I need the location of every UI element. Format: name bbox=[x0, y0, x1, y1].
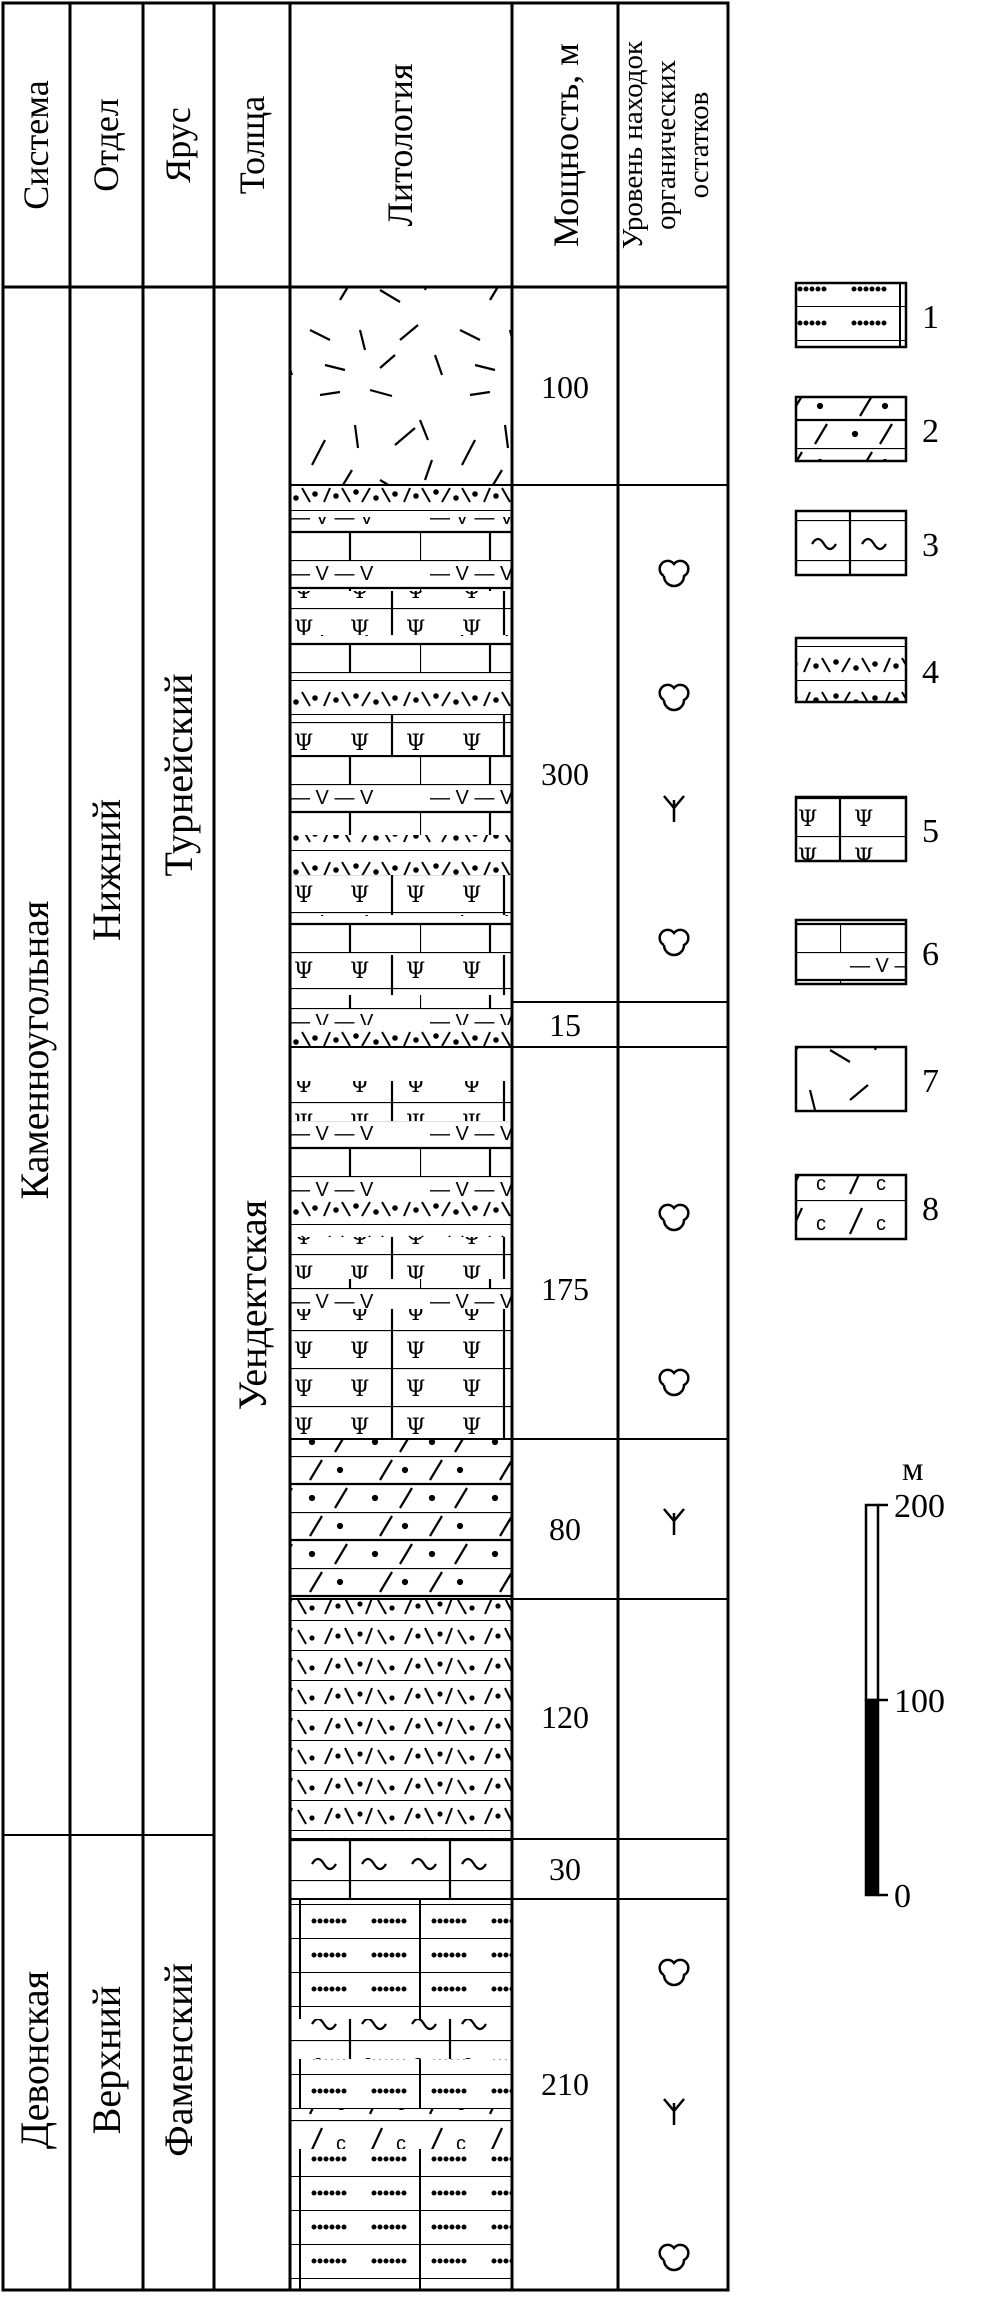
stage-tournaisian: Турнейский bbox=[156, 673, 201, 877]
fauna-icon bbox=[660, 561, 689, 586]
scale-unit: м bbox=[902, 1451, 924, 1488]
lith-tuff-3 bbox=[290, 835, 512, 875]
header-thickness: Мощность, м bbox=[546, 43, 586, 247]
lith-psi-7 bbox=[290, 1309, 512, 1439]
division-lower: Нижний bbox=[84, 798, 129, 942]
plant-icon bbox=[664, 796, 684, 822]
legend-swatch-5 bbox=[796, 797, 906, 861]
lith-volcanic bbox=[290, 287, 512, 485]
legend-swatch-1 bbox=[796, 283, 906, 347]
legend-swatch-2 bbox=[796, 397, 906, 461]
fauna-icon bbox=[660, 2245, 689, 2270]
legend-number-3: 3 bbox=[922, 527, 939, 564]
lith-dot-brick-4 bbox=[290, 2149, 512, 2289]
legend-number-1: 1 bbox=[922, 299, 939, 336]
lith-v-brick bbox=[290, 517, 512, 591]
thickness-15: 15 bbox=[549, 1007, 581, 1043]
system-carboniferous: Каменноугольная bbox=[12, 900, 57, 1200]
lith-dot-brick-3 bbox=[290, 2059, 512, 2109]
header-fossil-level-3: остатков bbox=[683, 91, 715, 199]
thickness-120: 120 bbox=[541, 1699, 589, 1735]
header-suite: Толща bbox=[232, 95, 272, 195]
scale-label-200: 200 bbox=[894, 1488, 945, 1525]
thickness-100: 100 bbox=[541, 369, 589, 405]
division-upper: Верхний bbox=[84, 1985, 129, 2135]
lith-tuff-4 bbox=[290, 1025, 512, 1047]
system-devonian: Девонская bbox=[12, 1970, 57, 2150]
thickness-80: 80 bbox=[549, 1511, 581, 1547]
lith-psi-4 bbox=[290, 955, 512, 995]
fauna-icon bbox=[660, 1960, 689, 1985]
header-stage: Ярус bbox=[158, 107, 198, 183]
lith-v-brick-2 bbox=[290, 635, 512, 675]
fauna-icon bbox=[660, 930, 689, 955]
lithology-column bbox=[290, 287, 512, 2289]
lith-wave bbox=[290, 1839, 512, 1899]
lith-psi-5 bbox=[290, 1081, 512, 1121]
legend-number-4: 4 bbox=[922, 654, 939, 691]
legend-swatch-8 bbox=[796, 1175, 906, 1239]
lith-tuff-dense bbox=[290, 1599, 512, 1839]
lith-tuff bbox=[290, 485, 512, 517]
lith-tuff-2 bbox=[290, 675, 512, 715]
scale-label-100: 100 bbox=[894, 1683, 945, 1720]
header-fossil-level-1: Уровень находок bbox=[617, 40, 649, 250]
legend-swatch-6 bbox=[796, 920, 906, 984]
plant-icon bbox=[664, 1509, 684, 1535]
legend-number-5: 5 bbox=[922, 813, 939, 850]
lith-psi-2 bbox=[290, 715, 512, 755]
legend-number-6: 6 bbox=[922, 936, 939, 973]
lith-dot-brick-2 bbox=[290, 1969, 512, 2019]
fauna-icon bbox=[660, 1205, 689, 1230]
header-system: Система bbox=[16, 80, 56, 210]
lith-brick-plain bbox=[290, 1047, 512, 1081]
legend-swatch-4 bbox=[796, 638, 906, 702]
lith-v-brick-3 bbox=[290, 755, 512, 835]
lith-wave-2 bbox=[290, 2019, 512, 2059]
lith-v-brick-5 bbox=[290, 995, 512, 1025]
lith-tuff-5 bbox=[290, 1201, 512, 1237]
thickness-30: 30 bbox=[549, 1851, 581, 1887]
thickness-210: 210 bbox=[541, 2066, 589, 2102]
lith-slash-dot bbox=[290, 1439, 512, 1599]
legend-swatch-7 bbox=[796, 1047, 906, 1111]
legend-number-8: 8 bbox=[922, 1191, 939, 1228]
lith-v-brick-4 bbox=[290, 915, 512, 955]
fauna-icon bbox=[660, 685, 689, 710]
thickness-300: 300 bbox=[541, 756, 589, 792]
stage-famennian: Фаменский bbox=[156, 1963, 201, 2157]
legend-number-2: 2 bbox=[922, 413, 939, 450]
scale-label-0: 0 bbox=[894, 1878, 911, 1915]
lith-psi bbox=[290, 591, 512, 635]
header-fossil-level-2: органических bbox=[650, 60, 682, 230]
header-lithology: Литология bbox=[380, 63, 420, 227]
thickness-175: 175 bbox=[541, 1271, 589, 1307]
scale-bar bbox=[866, 1451, 945, 1915]
legend bbox=[796, 283, 939, 1239]
header-division: Отдел bbox=[86, 98, 126, 192]
lith-cslash bbox=[290, 2109, 512, 2149]
suite-name: Уендектская bbox=[230, 1199, 275, 1411]
lith-psi-6 bbox=[290, 1237, 512, 1279]
lith-v-brick-7 bbox=[290, 1279, 512, 1309]
legend-number-7: 7 bbox=[922, 1063, 939, 1100]
lith-v-brick-6 bbox=[290, 1121, 512, 1201]
fauna-icon bbox=[660, 1370, 689, 1395]
lith-psi-3 bbox=[290, 875, 512, 915]
legend-swatch-3 bbox=[796, 511, 906, 575]
lith-dot-brick bbox=[290, 1899, 512, 1969]
plant-icon bbox=[664, 2099, 684, 2125]
